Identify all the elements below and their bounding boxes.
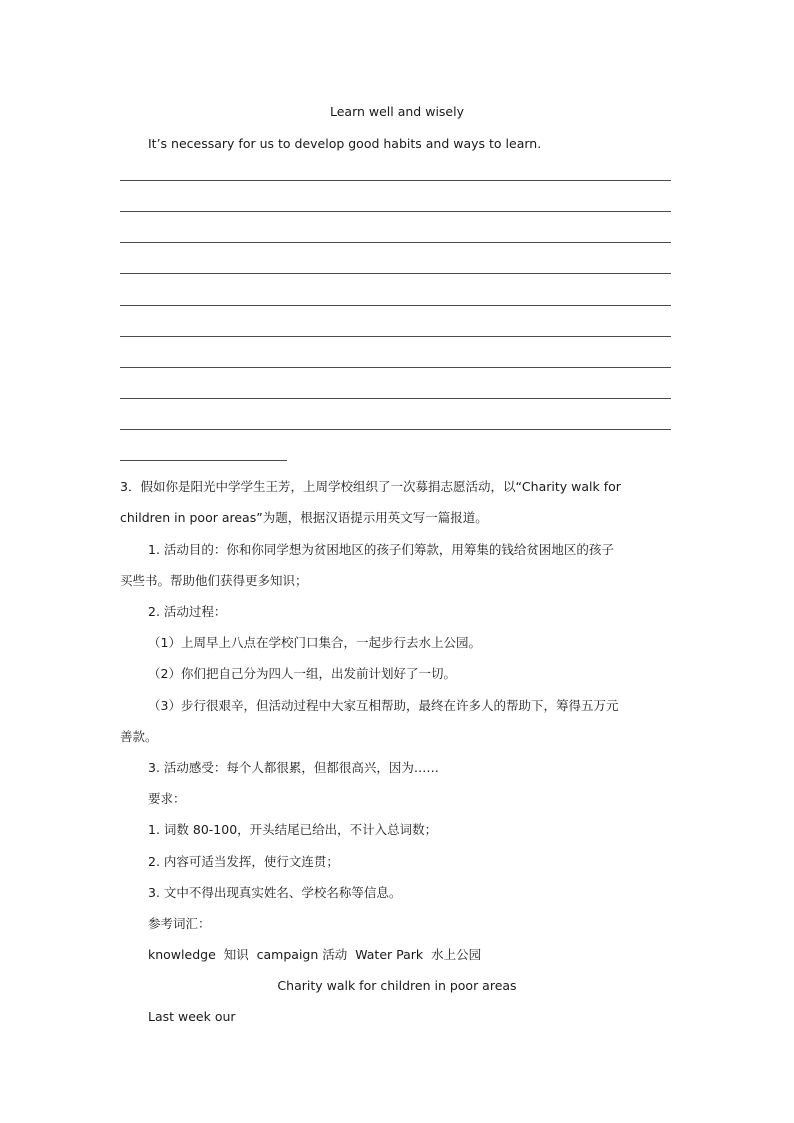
writing-line	[120, 273, 671, 274]
essay-start: Last week our	[148, 1009, 236, 1024]
prev-essay-opening: It’s necessary for us to develop good habits and ways to learn.	[148, 136, 542, 151]
requirement3: 3. 文中不得出现真实姓名、学校名称等信息。	[148, 885, 402, 900]
sub-point1: （1）上周早上八点在学校门口集合，一起步行去水上公园。	[148, 635, 481, 650]
vocab-list: knowledge 知识 campaign 活动 Water Park 水上公园	[148, 947, 482, 962]
writing-line	[120, 367, 671, 368]
question3-prompt-line1: 3．假如你是阳光中学学生王芳，上周学校组织了一次募捐志愿活动，以“Charity walk for	[120, 479, 621, 494]
writing-line	[120, 211, 671, 212]
vocab-heading: 参考词汇：	[148, 916, 211, 931]
point1-line1: 1. 活动目的：你和你同学想为贫困地区的孩子们筹款，用筹集的钱给贫困地区的孩子	[148, 542, 614, 557]
prev-essay-title: Learn well and wisely	[329, 104, 464, 119]
sub-point2: （2）你们把自己分为四人一组，出发前计划好了一切。	[148, 666, 456, 681]
writing-line	[120, 429, 671, 430]
writing-line	[120, 180, 671, 181]
point2: 2. 活动过程：	[148, 604, 227, 619]
writing-line	[120, 305, 671, 306]
writing-line	[120, 398, 671, 399]
essay-title: Charity walk for children in poor areas	[277, 978, 517, 993]
writing-line-short	[120, 460, 287, 461]
writing-line	[120, 242, 671, 243]
requirements-heading: 要求：	[148, 791, 186, 806]
requirement1: 1. 词数 80-100，开头结尾已给出，不计入总词数；	[148, 822, 438, 837]
requirement2: 2. 内容可适当发挥，使行文连贯；	[148, 854, 339, 869]
point3: 3. 活动感受：每个人都很累，但都很高兴，因为……	[148, 760, 439, 775]
point1-line2: 买些书。帮助他们获得更多知识；	[120, 573, 308, 588]
question3-prompt-line2: children in poor areas”为题，根据汉语提示用英文写一篇报道。	[120, 510, 488, 525]
sub-point3-line2: 善款。	[120, 729, 158, 744]
writing-line	[120, 336, 671, 337]
sub-point3-line1: （3）步行很艰辛，但活动过程中大家互相帮助，最终在许多人的帮助下，筹得五万元	[148, 698, 619, 713]
